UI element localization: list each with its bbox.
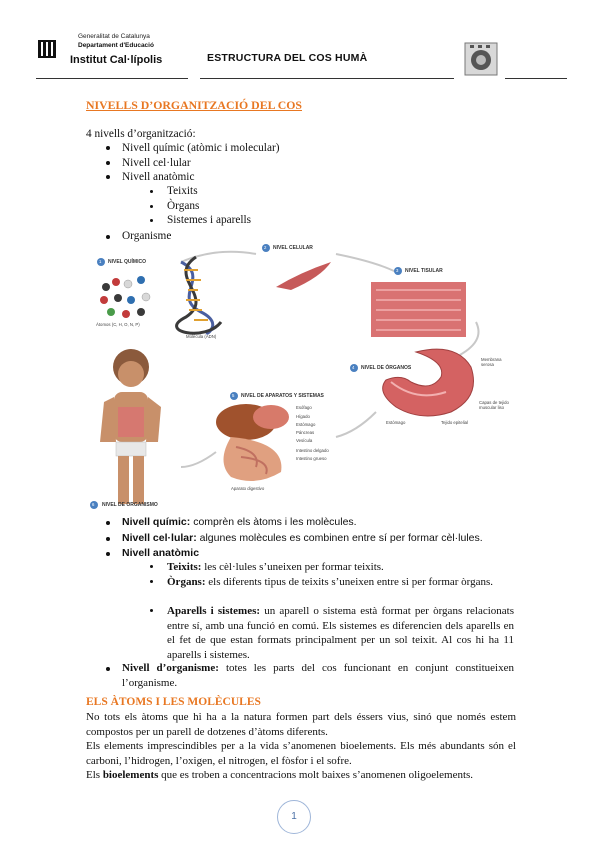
sub-bullet [150,205,153,208]
def-term: Aparells i sistemes: [167,605,261,617]
bullet [106,235,110,239]
sub-bullet [150,565,153,568]
section2-para3 [86,768,516,783]
gov-name: Generalitat de Catalunya [78,33,150,40]
label-nivel-organismo: NIVEL DE ORGANISMO [102,502,158,508]
def-text: comprèn els àtoms i les molècules. [193,516,357,528]
label-atoms: Átomos (C, H, O, N, P) [96,322,140,327]
aparato-part: Esófago [296,405,312,410]
sub-bullet [150,219,153,222]
section2-heading: ELS ÀTOMS I LES MOLÈCULES [86,696,261,708]
aparato-part: Intestino grueso [296,456,327,461]
def-term: Òrgans: [167,576,206,588]
def-term: Nivell cel·lular: [122,532,197,544]
aparato-part: Intestino delgado [296,448,329,453]
def-anatomic [122,546,199,561]
section2-para2: Els elements imprescindibles per a la vida s’anomenen bioelements. Els més abundants són el carboni, l’hidrogen, l’oxigen, el nitrogen, el fòsfor i el sofre. [86,740,516,767]
bullet [106,521,110,525]
label-estomago: Estómago [386,420,406,425]
level-item: Nivell anatòmic [122,171,195,183]
def-term: Nivell anatòmic [122,547,200,559]
level-item: Nivell cel·lular [122,157,191,169]
label-aparato-digestivo: Aparato digestivo [231,486,265,491]
step-number: 2 [264,245,267,250]
label-tejido: Tejido epitelial [441,420,468,425]
gencat-logo [38,40,58,58]
def-text: les cèl·lules s’uneixen per formar teixits. [204,561,384,573]
bullet [106,537,110,541]
para3-post: que es troben a concentracions molt baixes s’anomenen oligoelements. [158,769,474,781]
sublevel-item: Òrgans [167,200,200,212]
step-number: 6 [92,502,95,507]
def-quimic [122,515,357,530]
step-number: 4 [352,365,355,370]
aparato-part: Vesícula [296,438,313,443]
def-text: un aparell o sistema està format per òrgans relacionats entre sí, amb una funció en comú. Els sistemes es diferencien dels aparells en el fet de que estan formats principalment per un sol teixit. Al cos hi ha 11 aparells i sistemes. [167,605,515,661]
page-number-circle [277,800,311,834]
para3-pre: Els [86,769,103,781]
level-item: Organisme [122,230,172,242]
label-capas: Capas de tejido muscular liso [479,400,509,410]
level-item: Nivell químic (atòmic i molecular) [122,142,280,154]
bullet [106,161,110,165]
department-name: Departament d'Educació [78,42,154,49]
step-number: 1 [99,259,102,264]
step-number: 3 [396,268,399,273]
def-organs [167,575,514,590]
label-molecule: Molécula (ADN) [186,334,217,339]
label-nivel-organos: NIVEL DE ÓRGANOS [361,365,412,371]
label-nivel-quimico: NIVEL QUÍMICO [108,259,146,265]
sub-bullet [150,190,153,193]
def-text: totes les parts del cos funcionant en conjunt constitueixen l’organisme. [122,662,514,689]
label-membrana: Membrana serosa [481,357,502,367]
organization-levels-figure [86,242,516,512]
def-term: Nivell químic: [122,516,191,528]
para3-bold: bioelements [102,769,159,781]
def-term: Teixits: [167,561,202,573]
def-teixits [167,560,514,575]
institute-name: Institut Cal·lípolis [70,54,163,66]
section2-para1: No tots els àtoms que hi ha a la natura formen part dels éssers vius, sinó que només estem compostos per un parell de dotzenes d’àtoms diferents. [86,711,516,738]
step-number: 5 [232,393,235,398]
levels-intro: 4 nivells d’organització: [86,128,196,140]
sub-bullet [150,580,153,583]
def-cellular [122,531,483,546]
document-title: ESTRUCTURA DEL COS HUMÀ [207,52,368,64]
section1-heading: NIVELLS D’ORGANITZACIÓ DEL COS [86,98,302,112]
institute-emblem [462,40,500,78]
header-rule-right [505,78,567,79]
label-nivel-tisular: NIVEL TISULAR [405,268,443,274]
def-organisme [122,661,514,690]
aparato-part: Páncreas [296,430,315,435]
def-aparells [167,604,514,662]
aparato-part: Hígado [296,414,310,419]
label-nivel-celular: NIVEL CELULAR [273,245,313,251]
bullet [106,667,110,671]
def-text: els diferents tipus de teixits s’uneixen entre si per formar òrgans. [208,576,494,588]
header-rule-mid [200,78,454,79]
bullet [106,552,110,556]
bullet [106,146,110,150]
sublevel-item: Sistemes i aparells [167,214,252,226]
aparato-part: Estómago [296,422,316,427]
page-number: 1 [291,811,297,822]
bullet [106,175,110,179]
def-term: Nivell d’organisme: [122,662,219,674]
sub-bullet [150,609,153,612]
label-nivel-aparatos: NIVEL DE APARATOS Y SISTEMAS [241,393,324,399]
header-rule-left [36,78,188,79]
def-text: algunes molècules es combinen entre sí per formar cèl·lules. [199,532,483,544]
sublevel-item: Teixits [167,185,198,197]
